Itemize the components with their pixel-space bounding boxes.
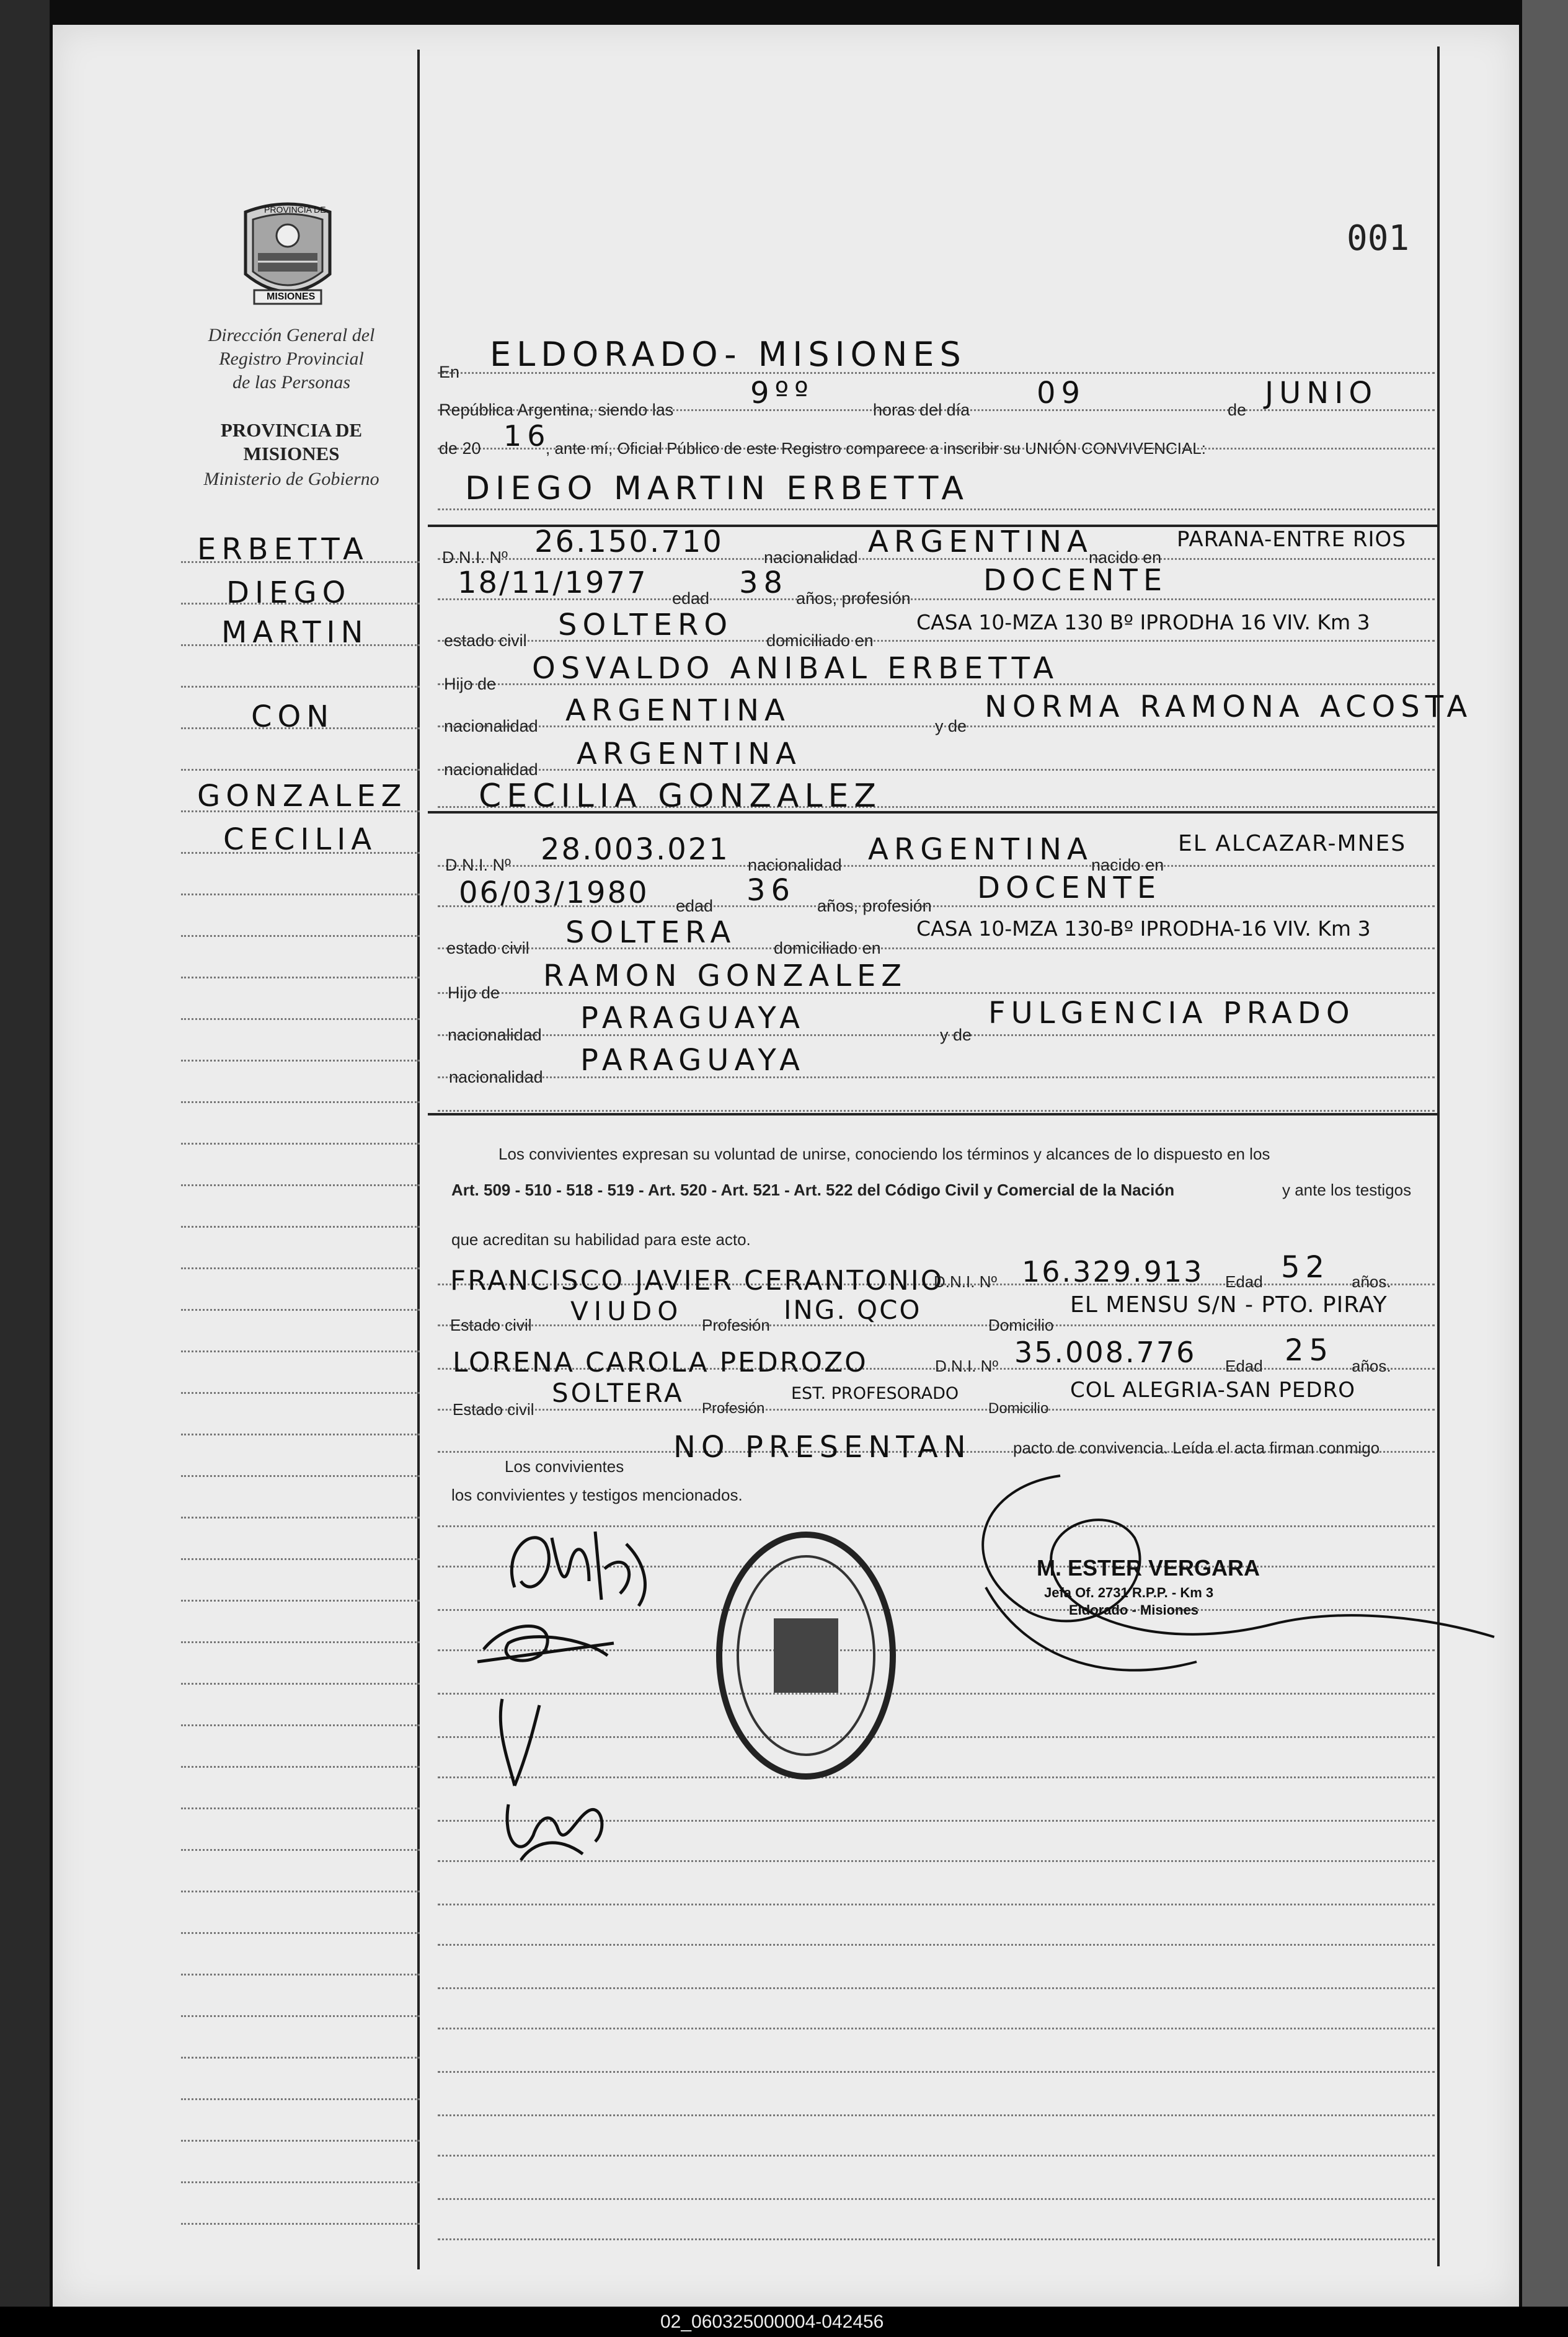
person2-birthplace: EL ALCAZAR-MNES (1178, 831, 1407, 856)
margin-ruled-line (181, 1974, 420, 1976)
witness2-profession-label: Profesión (702, 1400, 765, 1417)
closing-rest: pacto de convivencia. Leída el acta firman conmigo (1013, 1439, 1380, 1457)
institution-line2: Registro Provincial (219, 348, 364, 369)
margin-ruled-line (181, 1891, 420, 1892)
act-year: 16 (503, 419, 551, 453)
label-intro: , ante mí, Oficial Público de este Registro comparece a inscribir su UNIÓN CONVIVENCIAL: (546, 439, 1206, 458)
act-hour: 9ºº (750, 376, 814, 410)
margin-ruled-line (181, 1641, 420, 1643)
witness2-profession: EST. PROFESORADO (791, 1384, 959, 1403)
person1-nationality-label: nacionalidad (764, 548, 858, 567)
ruled-line (438, 1409, 1435, 1411)
margin-note-surname-1: ERBETTA (197, 532, 369, 567)
person1-mother-label: y de (935, 717, 967, 735)
margin-ruled-line (181, 686, 420, 688)
officer-stamp-name: M. ESTER VERGARA (1037, 1555, 1260, 1581)
witness2-age: 25 (1285, 1333, 1334, 1368)
margin-ruled-line (181, 1558, 420, 1560)
margin-ruled-line (181, 2223, 420, 2225)
margin-note-surname-2: GONZALEZ (197, 779, 407, 814)
signature-witness-2 (496, 1767, 620, 1869)
margin-ruled-line (181, 2057, 420, 2059)
margin-ruled-line (181, 1018, 420, 1020)
label-de-month: de (1228, 401, 1247, 419)
ruled-line (438, 1736, 1435, 1738)
witness1-profession-label: Profesión (702, 1316, 770, 1334)
ruled-line (438, 508, 1435, 510)
margin-note-name-1a: DIEGO (226, 575, 352, 610)
margin-ruled-line (181, 1849, 420, 1851)
person1-age: 38 (739, 565, 789, 600)
person2-mother: FULGENCIA PRADO (988, 996, 1355, 1031)
margin-rule (417, 50, 420, 2269)
margin-ruled-line (181, 2140, 420, 2142)
person2-mother-nationality: PARAGUAYA (580, 1043, 805, 1078)
declaration-line1: Los convivientes expresan su voluntad de unirse, conociendo los términos y alcances de lo dispuesto en los (498, 1145, 1270, 1163)
declaration-line3: que acreditan su habilidad para este acto. (451, 1230, 751, 1249)
institution-line3: de las Personas (233, 372, 350, 392)
witness1-name: FRANCISCO JAVIER CERANTONIO (450, 1265, 944, 1297)
ministry: Ministerio de Gobierno (203, 469, 379, 489)
seal-text-bottom: MISIONES (267, 291, 316, 302)
label-hours: horas del día (873, 401, 970, 419)
label-republic: República Argentina, siendo las (439, 401, 674, 419)
ruled-line (438, 2238, 1435, 2240)
margin-ruled-line (181, 2181, 420, 2183)
right-rule (1437, 47, 1440, 2266)
witness2-dni-label: D.N.I. Nº (935, 1357, 998, 1375)
margin-ruled-line (181, 769, 420, 771)
person1-name: DIEGO MARTIN ERBETTA (465, 470, 969, 507)
officer-stamp-line2: Jefa Of. 2731 R.P.P. - Km 3 (1044, 1585, 1214, 1600)
witness1-anos-label: años. (1352, 1272, 1391, 1291)
witness2-address: COL ALEGRIA-SAN PEDRO (1070, 1378, 1355, 1403)
person2-mother-label: y de (940, 1026, 972, 1044)
person1-father: OSVALDO ANIBAL ERBETTA (532, 651, 1060, 686)
person2-name: CECILIA GONZALEZ (479, 778, 882, 815)
person2-nationality-label: nacionalidad (748, 856, 842, 874)
witness1-address-label: Domicilio (988, 1316, 1054, 1334)
person1-profession-label: años, profesión (796, 589, 911, 608)
margin-ruled-line (181, 1101, 420, 1103)
margin-ruled-line (181, 935, 420, 937)
ruled-line (438, 2028, 1435, 2029)
ruled-line (438, 1944, 1435, 1946)
margin-ruled-line (181, 977, 420, 978)
witness2-age-label: Edad (1225, 1357, 1263, 1375)
margin-ruled-line (181, 1932, 420, 1934)
person1-dni: 26.150.710 (534, 525, 724, 559)
margin-ruled-line (181, 1766, 420, 1768)
margin-ruled-line (181, 1683, 420, 1685)
seal-text-top: PROVINCIA DE (264, 205, 326, 215)
person2-father-nat-label: nacionalidad (448, 1026, 542, 1044)
ruled-line (438, 1110, 1435, 1112)
ruled-line (438, 2071, 1435, 2073)
margin-ruled-line (181, 2015, 420, 2017)
person2-address: CASA 10-MZA 130-Bº IPRODHA-16 VIV. Km 3 (916, 916, 1371, 941)
scan-code: 02_060325000004-042456 (660, 2312, 884, 2332)
witness2-civil-status: SOLTERA (552, 1378, 684, 1408)
label-en: En (439, 363, 460, 381)
person2-dni-label: D.N.I. Nº (445, 856, 511, 874)
margin-ruled-line (181, 1143, 420, 1145)
margin-note-con: CON (251, 699, 335, 734)
ruled-line (438, 2198, 1435, 2200)
person1-age-label: edad (672, 589, 710, 608)
margin-ruled-line (181, 1267, 420, 1269)
act-place: ELDORADO- MISIONES (490, 335, 967, 374)
person2-age: 36 (746, 873, 796, 908)
witness1-civil-status: VIUDO (570, 1296, 684, 1326)
margin-ruled-line (181, 1184, 420, 1186)
person2-civil-status: SOLTERA (565, 915, 737, 950)
province-line1: PROVINCIA DE (220, 419, 363, 441)
person1-address: CASA 10-MZA 130 Bº IPRODHA 16 VIV. Km 3 (916, 610, 1370, 634)
person1-father-nationality: ARGENTINA (565, 693, 791, 728)
officer-signature (949, 1451, 1507, 1714)
witness2-civil-label: Estado civil (453, 1400, 534, 1419)
person1-civil-label: estado civil (444, 631, 527, 650)
person1-mother: NORMA RAMONA ACOSTA (985, 690, 1473, 724)
ruled-line (438, 2114, 1435, 2116)
margin-note-name-1b: MARTIN (221, 615, 369, 650)
ruled-line (438, 1987, 1435, 1989)
margin-ruled-line (181, 1350, 420, 1352)
binding-shadow-left (0, 0, 50, 2337)
person2-profession-label: años, profesión (817, 897, 932, 915)
witness2-dni: 35.008.776 (1014, 1336, 1197, 1369)
label-year-prefix: de 20 (439, 439, 481, 458)
witness1-profession: ING. QCO (784, 1295, 922, 1325)
ruled-line (438, 1904, 1435, 1905)
act-day: 09 (1037, 376, 1086, 410)
margin-ruled-line (181, 1724, 420, 1726)
person2-age-label: edad (676, 897, 714, 915)
act-month: JUNIO (1265, 376, 1378, 410)
person2-father-nationality: PARAGUAYA (580, 1001, 805, 1035)
margin-ruled-line (181, 1475, 420, 1477)
witness2-address-label: Domicilio (988, 1400, 1049, 1417)
registry-stamp (707, 1519, 905, 1795)
person1-birthplace: PARANA-ENTRE RIOS (1177, 527, 1406, 552)
person2-father: RAMON GONZALEZ (543, 959, 908, 993)
person1-address-label: domiciliado en (766, 631, 874, 650)
institution-line1: Dirección General del (208, 325, 375, 345)
witness1-age: 52 (1281, 1250, 1331, 1285)
person1-parent-label: Hijo de (444, 675, 497, 693)
margin-ruled-line (181, 1600, 420, 1602)
witness1-dni-label: D.N.I. Nº (934, 1272, 997, 1291)
folio-number: 001 (1347, 218, 1410, 259)
person1-dni-label: D.N.I. Nº (442, 548, 508, 567)
declaration-line2-rest: y ante los testigos (1282, 1181, 1412, 1199)
province-line2: MISIONES (243, 443, 340, 464)
witness1-dni: 16.329.913 (1022, 1255, 1204, 1288)
person2-civil-label: estado civil (446, 939, 529, 957)
witness2-anos-label: años. (1352, 1357, 1391, 1375)
person2-address-label: domiciliado en (774, 939, 881, 957)
person1-profession: DOCENTE (983, 563, 1168, 598)
margin-ruled-line (181, 1060, 420, 1062)
person1-birthdate: 18/11/1977 (458, 565, 648, 600)
signature-convivant-1 (496, 1513, 663, 1628)
person2-nationality: ARGENTINA (868, 832, 1093, 867)
person2-parent-label: Hijo de (448, 983, 500, 1002)
person2-birthplace-label: nacido en (1091, 856, 1164, 874)
ruled-line (438, 2155, 1435, 2157)
closing-pact: NO PRESENTAN (673, 1430, 972, 1465)
signature-convivant-2 (471, 1612, 620, 1677)
margin-note-name-2: CECILIA (223, 822, 378, 857)
page-edge-right (1522, 0, 1568, 2337)
person2-profession: DOCENTE (977, 871, 1162, 905)
margin-ruled-line (181, 1226, 420, 1228)
person1-father-nat-label: nacionalidad (444, 717, 538, 735)
declaration-articles: Art. 509 - 510 - 518 - 519 - Art. 520 - Art. 521 - Art. 522 del Código Civil y Comercial de la Nación (451, 1181, 1175, 1199)
separator-3 (428, 1113, 1438, 1115)
witness1-civil-label: Estado civil (450, 1316, 532, 1334)
witness2-name: LORENA CAROLA PEDROZO (453, 1347, 868, 1378)
officer-stamp-line3: Eldorado - Misiones (1069, 1602, 1199, 1618)
margin-ruled-line (181, 1807, 420, 1809)
person2-birthdate: 06/03/1980 (459, 876, 649, 910)
witness1-age-label: Edad (1225, 1272, 1263, 1291)
margin-ruled-line (181, 1309, 420, 1311)
margin-ruled-line (181, 2098, 420, 2100)
person1-civil-status: SOLTERO (558, 608, 733, 642)
margin-ruled-line (181, 1434, 420, 1435)
margin-ruled-line (181, 894, 420, 895)
person1-mother-nationality: ARGENTINA (577, 737, 802, 771)
person2-mother-nat-label: nacionalidad (449, 1068, 543, 1086)
scan-footer (0, 2307, 1568, 2337)
closing-label: Los convivientes (505, 1457, 624, 1476)
province-seal (239, 200, 336, 309)
person1-mother-nat-label: nacionalidad (444, 760, 538, 779)
margin-ruled-line (181, 1517, 420, 1519)
closing-line2: los convivientes y testigos mencionados. (451, 1486, 743, 1504)
margin-ruled-line (181, 1392, 420, 1394)
person2-dni: 28.003.021 (541, 832, 730, 867)
person1-nationality: ARGENTINA (868, 525, 1093, 559)
witness1-address: EL MENSU S/N - PTO. PIRAY (1070, 1292, 1388, 1318)
person1-birthplace-label: nacido en (1089, 548, 1162, 567)
